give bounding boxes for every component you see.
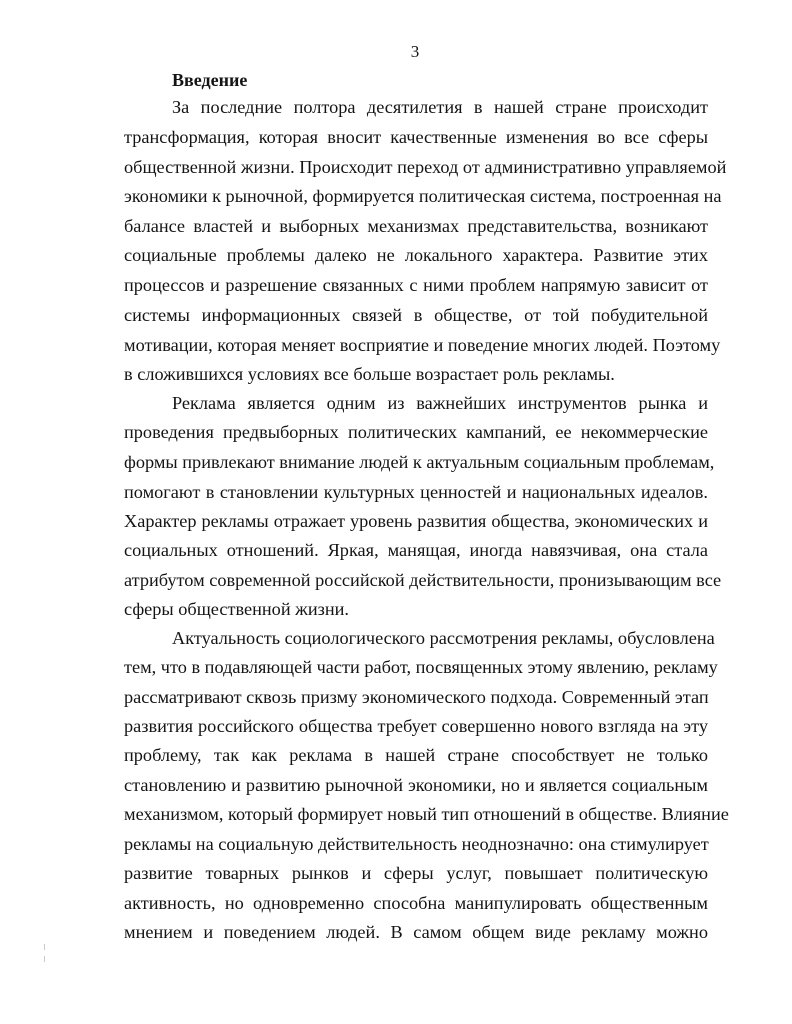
text-line: Актуальность социологического рассмотрения рекламы, обусловлена [172,628,715,648]
text-line: в сложившихся условиях все больше возрастает роль рекламы. [124,364,615,384]
text-line: системы информационных связей в обществе, от той побудительной [124,305,708,325]
text-line: трансформация, которая вносит качественные изменения во все сферы [124,127,708,147]
text-line: Реклама является одним из важнейших инструментов рынка и [172,393,708,413]
text-line: атрибутом современной российской действительности, пронизывающим все [124,570,722,590]
text-line: мотивации, которая меняет восприятие и поведение многих людей. Поэтому [124,335,721,355]
text-line: балансе властей и выборных механизмах представительства, возникают [124,216,708,236]
text-line: тем, что в подавляющей части работ, посвященных этому явлению, рекламу [124,657,718,677]
text-line: механизмом, который формирует новый тип отношений в обществе. Влияние [124,804,729,824]
text-line: Характер рекламы отражает уровень развития общества, экономических и [124,511,708,531]
text-line: За последние полтора десятилетия в нашей стране происходит [172,97,708,117]
page-number: 3 [410,42,420,61]
text-line: мнением и поведением людей. В самом общем виде рекламу можно [124,922,708,942]
text-line: развитие товарных рынков и сферы услуг, повышает политическую [124,863,708,883]
text-line: экономики к рыночной, формируется политическая система, построенная на [124,186,722,206]
section-heading: Введение [172,70,248,90]
text-line: общественной жизни. Происходит переход от административно управляемой [124,157,727,177]
scan-mark [44,956,45,962]
scan-mark [44,944,45,950]
text-line: активность, но одновременно способна манипулировать общественным [124,893,708,913]
text-line: становлению и развитию рыночной экономики, но и является социальным [124,775,708,795]
text-line: рекламы на социальную действительность неоднозначно: она стимулирует [124,834,709,854]
text-line: социальные проблемы далеко не локального характера. Развитие этих [124,245,708,265]
text-line: развития российского общества требует совершенно нового взгляда на эту [124,716,708,736]
text-line: социальных отношений. Яркая, манящая, иногда навязчивая, она стала [124,540,708,560]
text-line: проведения предвыборных политических кампаний, ее некоммерческие [124,422,708,442]
text-line: сферы общественной жизни. [124,599,349,619]
text-line: помогают в становлении культурных ценностей и национальных идеалов. [124,482,708,502]
text-line: формы привлекают внимание людей к актуальным социальным проблемам, [124,452,715,472]
text-line: проблему, так как реклама в нашей стране способствует не только [124,745,708,765]
text-line: процессов и разрешение связанных с ними проблем напрямую зависит от [124,275,708,295]
text-line: рассматривают сквозь призму экономического подхода. Современный этап [124,687,709,707]
